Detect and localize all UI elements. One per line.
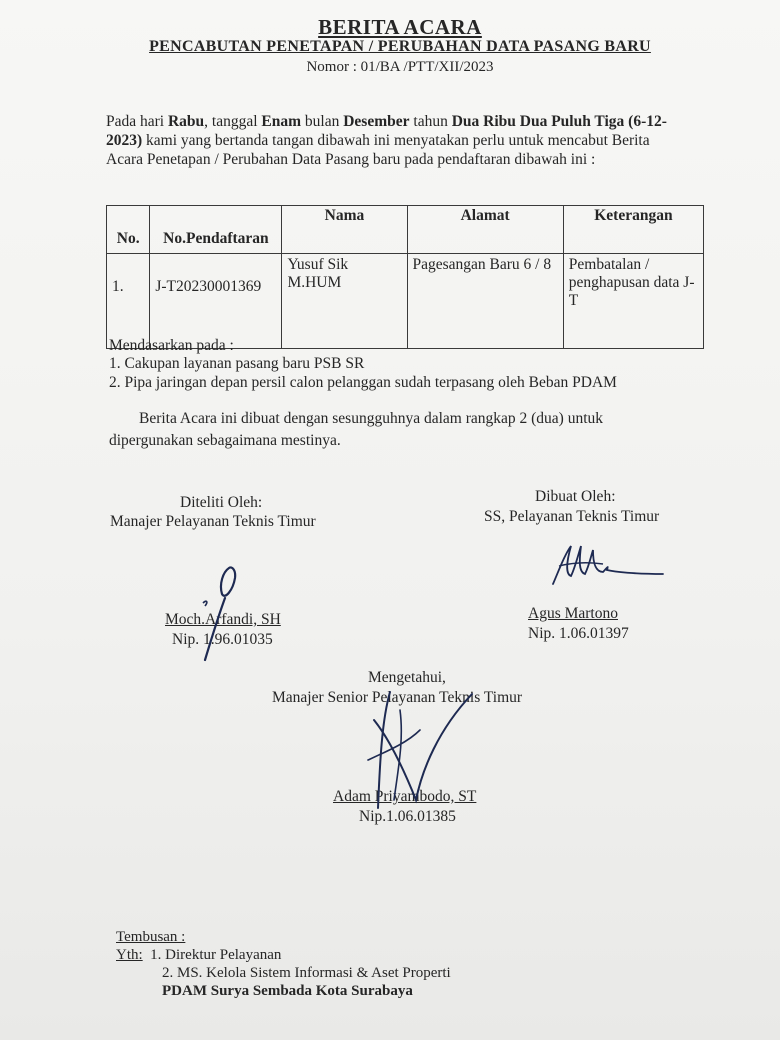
cell-note: Pembatalan / penghapusan data J-T: [563, 254, 703, 349]
copies-section: [116, 928, 451, 1000]
right-signature-ink: [545, 540, 670, 592]
table-row: [107, 254, 704, 349]
col-header-name: Nama: [282, 206, 407, 254]
cell-name: Yusuf Sik M.HUM: [282, 254, 407, 349]
cell-no: 1.: [107, 254, 150, 349]
col-header-no: No.: [107, 206, 150, 254]
left-sign-nip: Nip. 1.96.01035: [172, 631, 273, 648]
left-signature-ink: [195, 560, 255, 665]
center-sign-role: Manajer Senior Pelayanan Teknis Timur: [272, 689, 523, 706]
right-sign-role: SS, Pelayanan Teknis Timur: [484, 508, 660, 525]
list-item: 1. Cakupan layanan pasang baru PSB SR: [109, 355, 365, 372]
col-header-note: Keterangan: [563, 206, 703, 254]
registration-table: [106, 205, 704, 349]
list-item: 2. MS. Kelola Sistem Informasi & Aset Properti: [162, 965, 451, 981]
right-sign-label: Dibuat Oleh:: [535, 488, 616, 505]
center-signature-ink: [360, 680, 480, 815]
copies-heading: Tembusan :: [116, 929, 186, 945]
intro-paragraph: Pada hari Rabu, tanggal Enam bulan Desember tahun Dua Ribu Dua Puluh Tiga (6-12-2023) kami yang bertanda tangan dibawah ini menyatakan perlu untuk mencabut Berita Acara Penetapan / Perubahan Data Pasang baru pada pendaftaran dibawah ini :: [106, 113, 667, 168]
closing-paragraph: Berita Acara ini dibuat dengan sesungguhnya dalam rangkap 2 (dua) untuk dipergunakan sebagaimana mestinya.: [109, 410, 604, 449]
cell-registration: J-T20230001369: [150, 254, 282, 349]
table-header-row: [107, 206, 704, 254]
left-sign-label: Diteliti Oleh:: [180, 494, 263, 511]
cell-address: Pagesangan Baru 6 / 8: [407, 254, 563, 349]
basis-list: [109, 354, 617, 392]
basis-heading: Mendasarkan pada :: [109, 337, 234, 354]
document-number: Nomor : 01/BA /PTT/XII/2023: [306, 59, 494, 75]
document-subtitle: PENCABUTAN PENETAPAN / PERUBAHAN DATA PASANG BARU: [149, 38, 651, 55]
col-header-registration: No.Pendaftaran: [150, 206, 282, 254]
left-sign-name: Moch.Arfandi, SH: [165, 611, 281, 628]
center-sign-name: Adam Priyambodo, ST: [333, 788, 477, 805]
center-sign-nip: Nip.1.06.01385: [359, 808, 456, 825]
document-title: BERITA ACARA: [318, 15, 482, 39]
copies-yth: Yth:: [116, 947, 143, 963]
copies-org: PDAM Surya Sembada Kota Surabaya: [162, 983, 413, 999]
right-sign-nip: Nip. 1.06.01397: [528, 625, 629, 642]
list-item: 2. Pipa jaringan depan persil calon pelanggan sudah terpasang oleh Beban PDAM: [109, 374, 617, 391]
col-header-address: Alamat: [407, 206, 563, 254]
left-sign-role: Manajer Pelayanan Teknis Timur: [110, 513, 316, 530]
list-item: Yth: 1. Direktur Pelayanan: [116, 947, 282, 963]
center-sign-label: Mengetahui,: [368, 669, 446, 686]
right-sign-name: Agus Martono: [528, 605, 618, 622]
